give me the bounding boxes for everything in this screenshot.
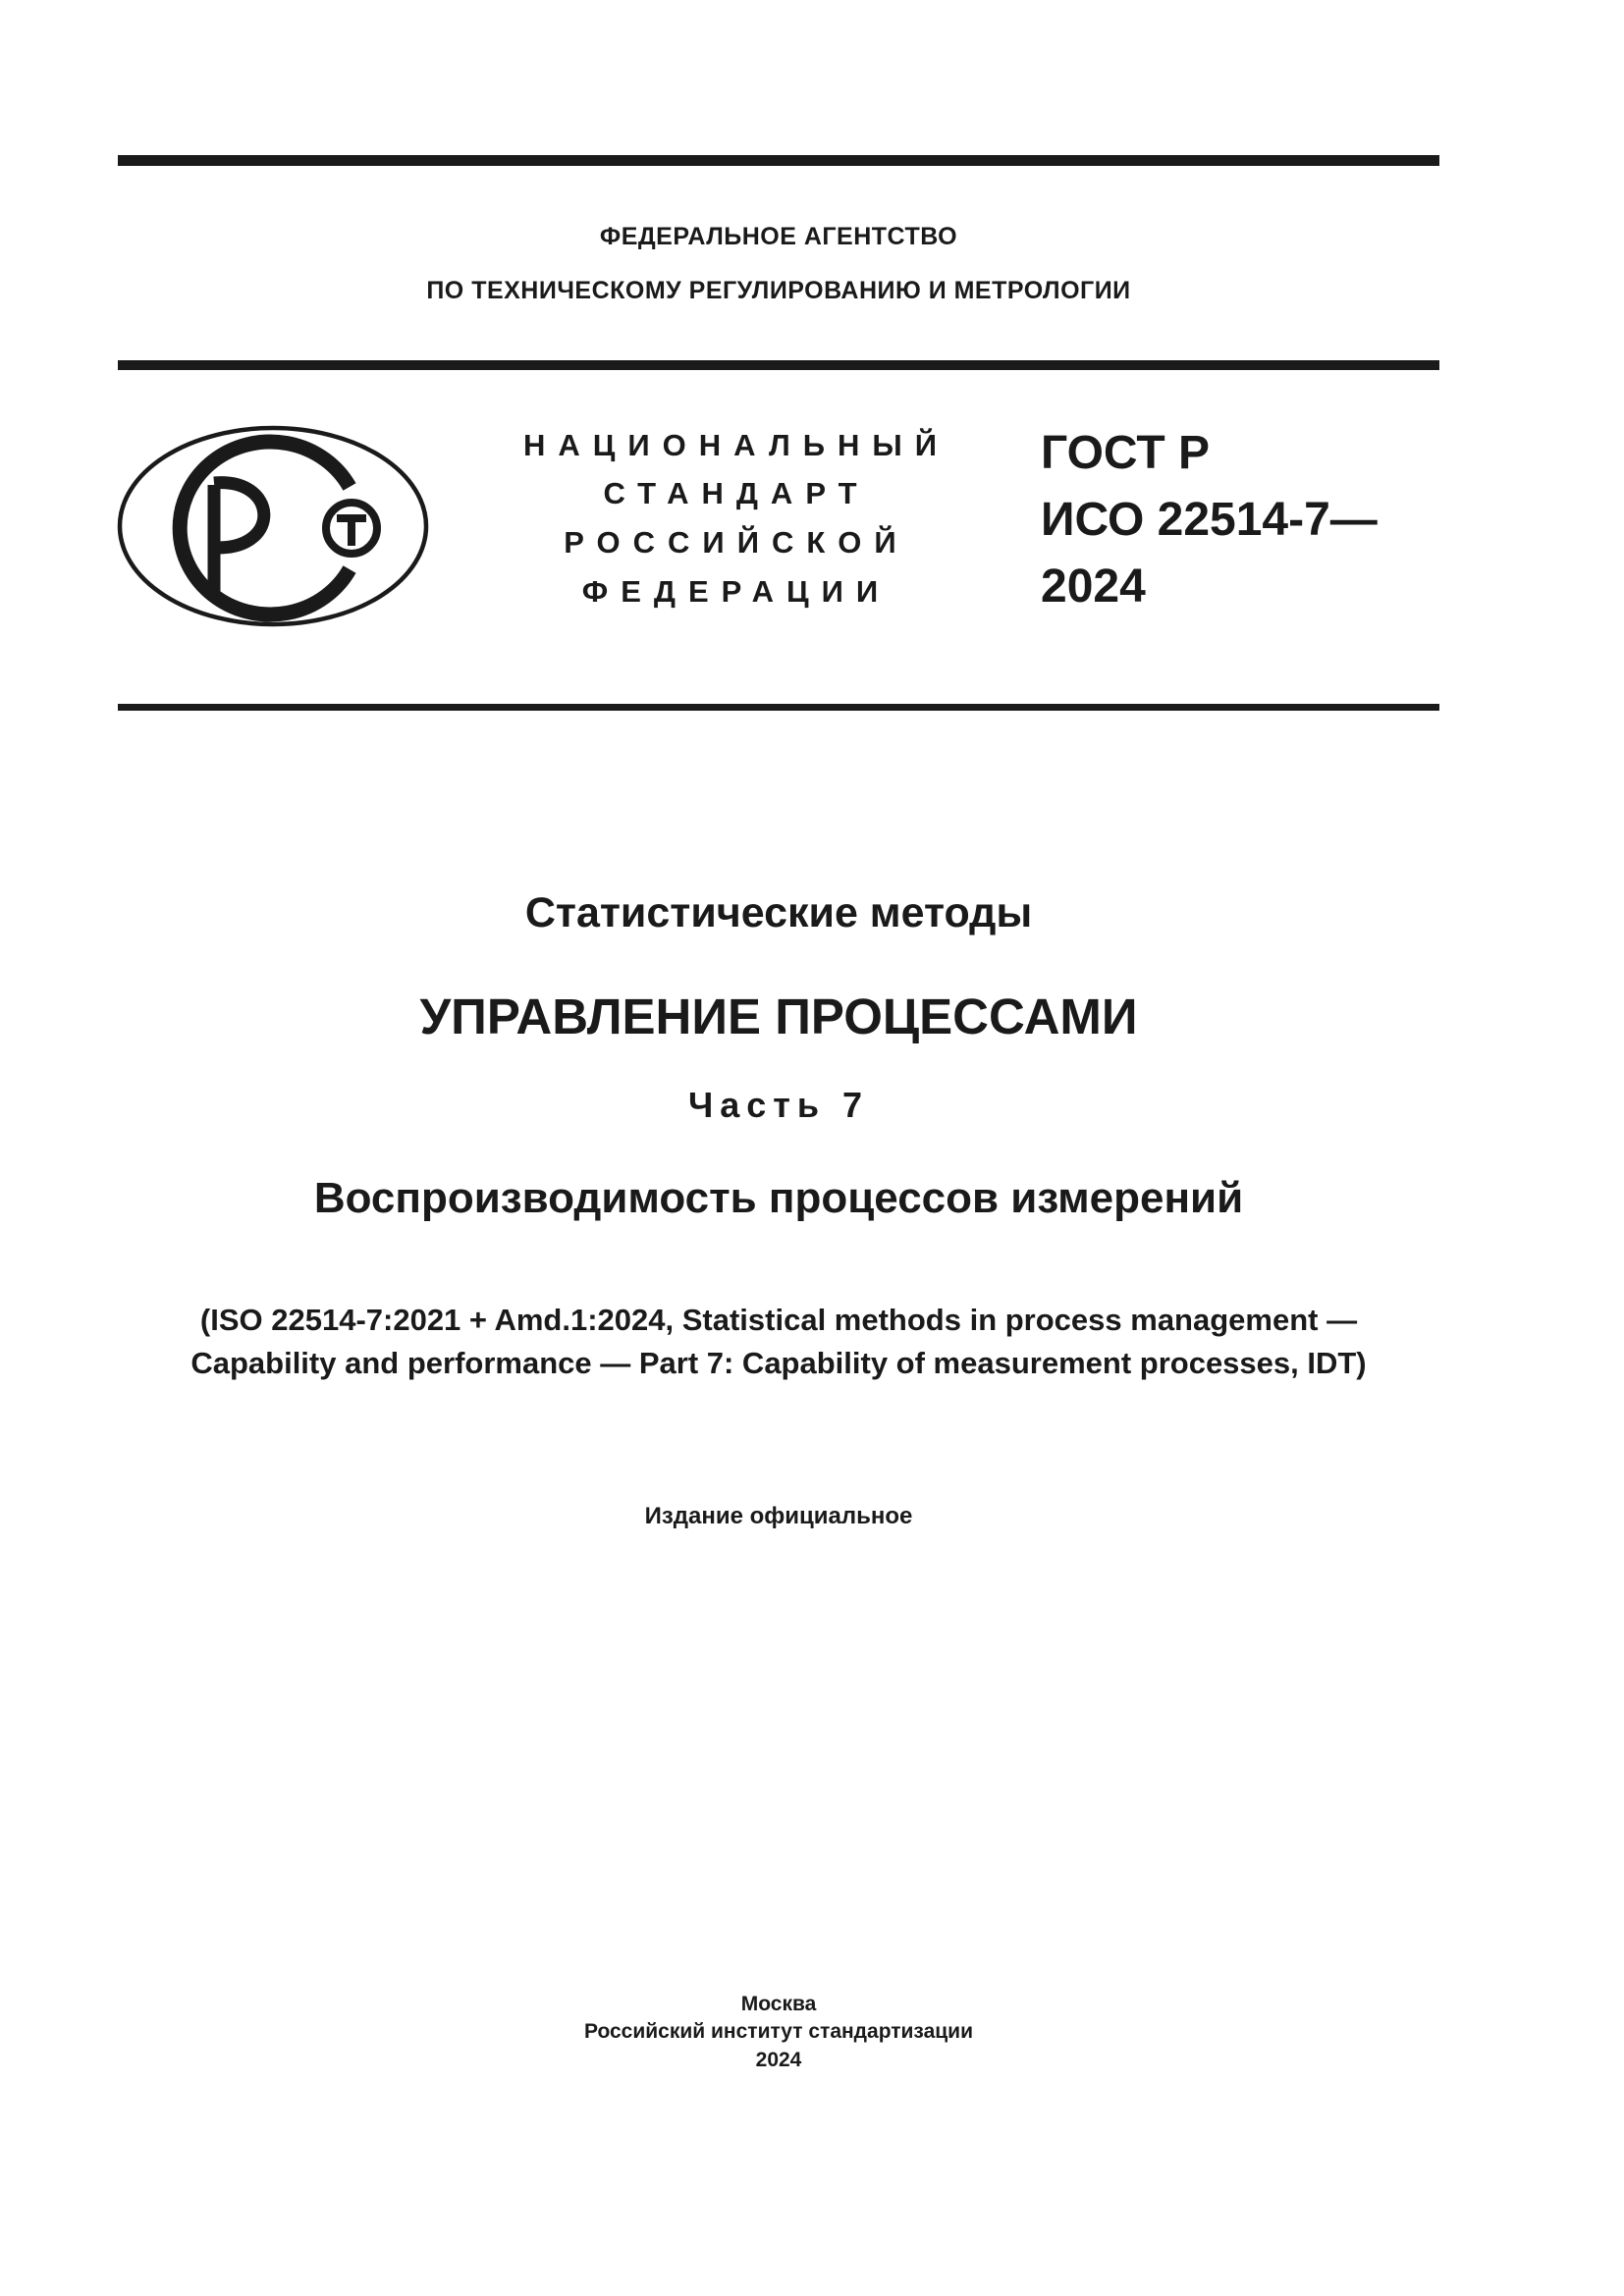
national-standard-line1: НАЦИОНАЛЬНЫЙ [522, 428, 950, 462]
standard-designation-line2: ИСО 22514-7— [1041, 494, 1378, 546]
standard-designation-line3: 2024 [1041, 561, 1146, 613]
agency-name-line2: ПО ТЕХНИЧЕСКОМУ РЕГУЛИРОВАНИЮ И МЕТРОЛОГИИ [426, 277, 1131, 304]
middle-rule [118, 360, 1439, 370]
part-title: Воспроизводимость процессов измерений [313, 1174, 1244, 1222]
publication-city: Москва [740, 1993, 817, 2015]
top-rule [118, 155, 1439, 166]
international-reference-line1: (ISO 22514-7:2021 + Amd.1:2024, Statistical methods in process management — [199, 1303, 1358, 1337]
standard-designation-line1: ГОСТ Р [1041, 427, 1211, 479]
document-title: УПРАВЛЕНИЕ ПРОЦЕССАМИ [419, 988, 1138, 1044]
publisher-name: Российский институт стандартизации [583, 2020, 974, 2043]
lower-rule [118, 704, 1439, 711]
national-standard-line4: ФЕДЕРАЦИИ [581, 574, 892, 609]
part-number: Часть 7 [687, 1085, 870, 1125]
document-subtitle: Статистические методы [524, 889, 1033, 936]
rst-emblem-icon [116, 424, 430, 628]
international-reference-line2: Capability and performance — Part 7: Capability of measurement processes, IDT) [190, 1346, 1367, 1380]
publication-year: 2024 [755, 2049, 802, 2071]
agency-name-line1: ФЕДЕРАЛЬНОЕ АГЕНТСТВО [599, 223, 958, 250]
national-standard-line2: СТАНДАРТ [603, 476, 870, 510]
national-standard-line3: РОССИЙСКОЙ [564, 525, 909, 560]
edition-label: Издание официальное [644, 1503, 913, 1529]
